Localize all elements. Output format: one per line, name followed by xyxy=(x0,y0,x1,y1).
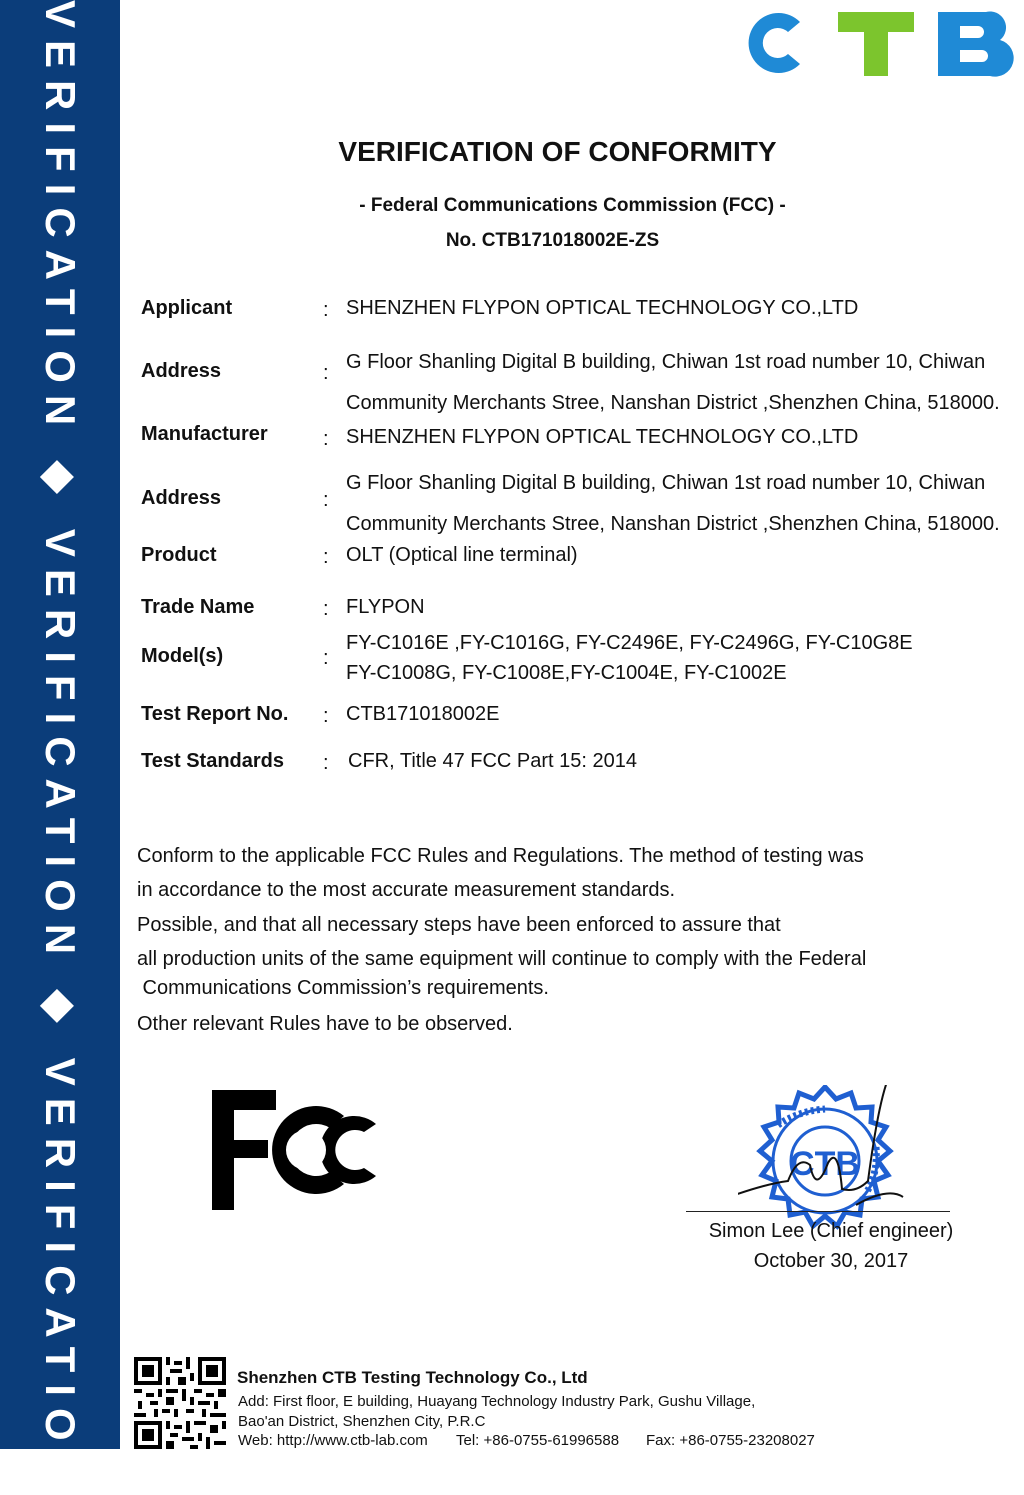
body-line: Possible, and that all necessary steps have been enforced to assure that xyxy=(137,914,781,936)
body-line: Conform to the applicable FCC Rules and Regulations. The method of testing was xyxy=(137,845,864,867)
colon: : xyxy=(323,752,329,774)
colon: : xyxy=(323,489,329,511)
applicant-value: SHENZHEN FLYPON OPTICAL TECHNOLOGY CO.,LTD xyxy=(346,297,859,319)
footer-address-line1: Add: First floor, E building, Huayang Technology Industry Park, Gushu Village, xyxy=(238,1393,756,1410)
address-line1: G Floor Shanling Digital B building, Chiwan 1st road number 10, Chiwan xyxy=(346,351,986,373)
qr-code-icon xyxy=(134,1357,226,1449)
address-label: Address xyxy=(141,360,222,382)
address-line2: Community Merchants Stree, Nanshan District ,Shenzhen China, 518000. xyxy=(346,392,1000,414)
colon: : xyxy=(323,705,329,727)
signature-line xyxy=(686,1211,950,1212)
applicant-label: Applicant xyxy=(141,297,233,319)
body-line: Communications Commission’s requirements. xyxy=(137,977,549,999)
svg-text:CTB: CTB xyxy=(790,1145,860,1183)
address-line2: Community Merchants Stree, Nanshan District ,Shenzhen China, 518000. xyxy=(346,513,1000,535)
fcc-logo xyxy=(210,1088,382,1212)
signature-date: October 30, 2017 xyxy=(753,1250,909,1272)
signer-name: Simon Lee (Chief engineer) xyxy=(708,1220,954,1242)
footer-address-line2: Bao'an District, Shenzhen City, P.R.C xyxy=(238,1413,486,1430)
colon: : xyxy=(323,428,329,450)
address-label: Address xyxy=(141,487,222,509)
trade-name-value: FLYPON xyxy=(346,596,425,618)
certificate-number: No. CTB171018002E-ZS xyxy=(445,230,660,251)
colon: : xyxy=(323,299,329,321)
body-line: Other relevant Rules have to be observed. xyxy=(137,1013,513,1035)
body-line: in accordance to the most accurate measurement standards. xyxy=(137,879,676,901)
test-report-label: Test Report No. xyxy=(141,703,289,725)
manufacturer-label: Manufacturer xyxy=(141,423,268,445)
colon: : xyxy=(323,362,329,384)
colon: : xyxy=(323,598,329,620)
banner-text: VERIFICATION ◆ VERIFICATION ◆ VERIFICATION xyxy=(37,0,84,1495)
subtitle: - Federal Communications Commission (FCC) - xyxy=(359,195,786,216)
models-line2: FY-C1008G, FY-C1008E,FY-C1004E, FY-C1002E xyxy=(346,662,787,684)
colon: : xyxy=(323,546,329,568)
vertical-banner xyxy=(0,0,120,1495)
company-name: Shenzhen CTB Testing Technology Co., Ltd xyxy=(237,1368,588,1387)
footer-web: Web: http://www.ctb-lab.com xyxy=(238,1432,428,1449)
product-value: OLT (Optical line terminal) xyxy=(346,544,578,566)
footer-tel: Tel: +86-0755-61996588 xyxy=(456,1432,620,1449)
footer-fax: Fax: +86-0755-23208027 xyxy=(646,1432,815,1449)
test-standards-label: Test Standards xyxy=(141,750,284,772)
page-title: VERIFICATION OF CONFORMITY xyxy=(338,136,777,167)
models-line1: FY-C1016E ,FY-C1016G, FY-C2496E, FY-C2496G, FY-C10G8E xyxy=(346,632,913,654)
ctb-logo xyxy=(738,8,1018,78)
colon: : xyxy=(323,647,329,669)
test-report-value: CTB171018002E xyxy=(346,703,500,725)
test-standards-value: CFR, Title 47 FCC Part 15: 2014 xyxy=(348,750,638,772)
models-label: Model(s) xyxy=(141,645,224,667)
manufacturer-value: SHENZHEN FLYPON OPTICAL TECHNOLOGY CO.,LTD xyxy=(346,426,859,448)
body-line: all production units of the same equipment will continue to comply with the Federal xyxy=(137,948,867,970)
address-line1: G Floor Shanling Digital B building, Chiwan 1st road number 10, Chiwan xyxy=(346,472,986,494)
product-label: Product xyxy=(141,544,217,566)
trade-name-label: Trade Name xyxy=(141,596,255,618)
